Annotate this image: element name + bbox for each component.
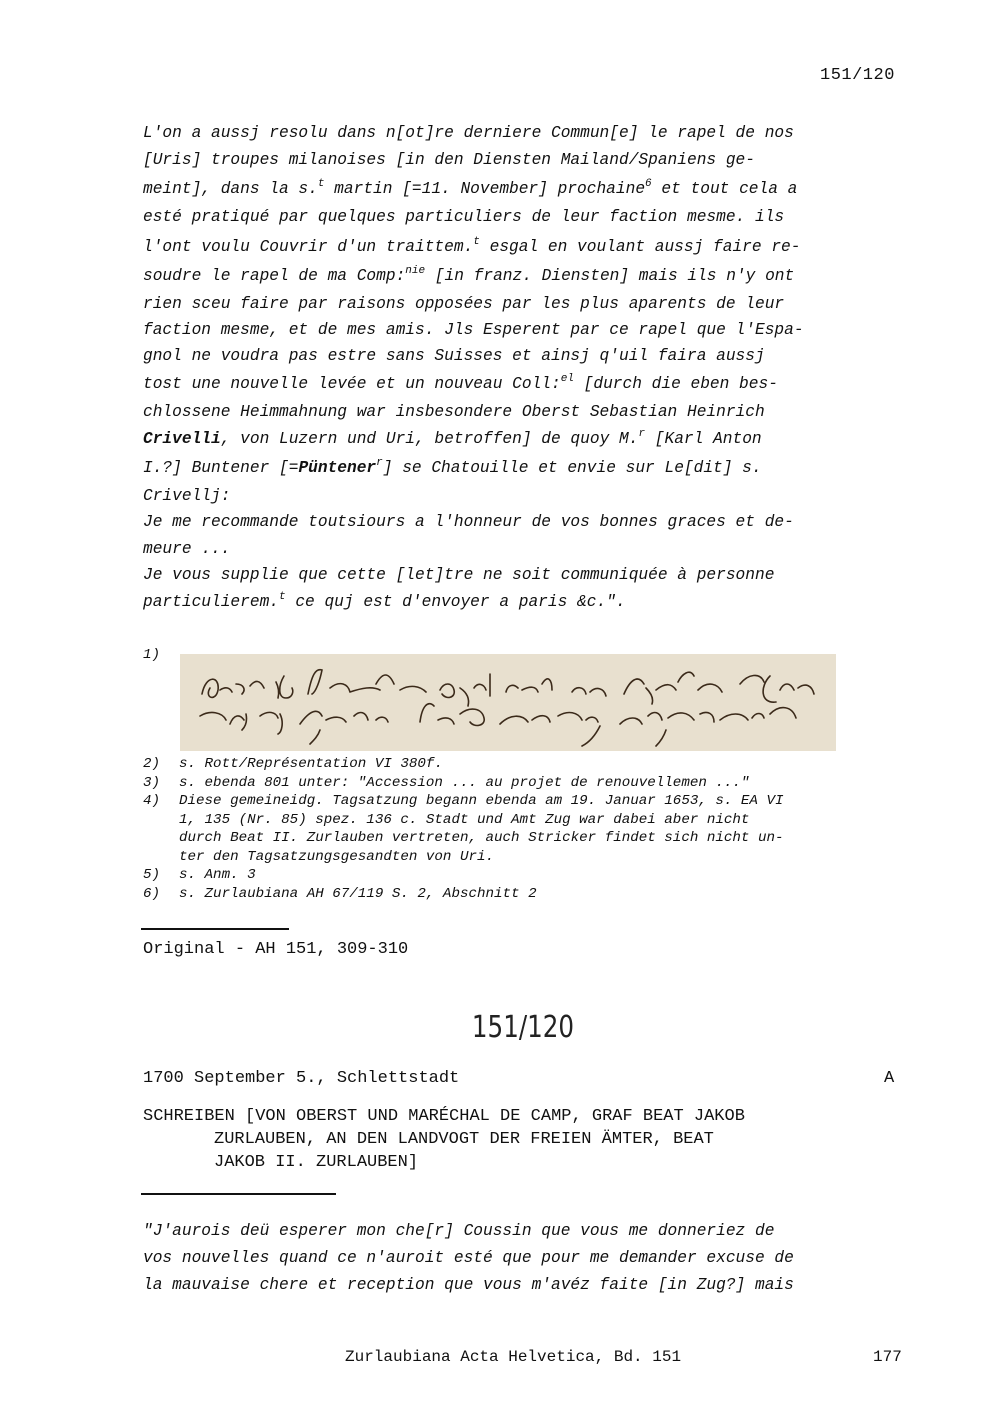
document-heading: 151/120	[471, 1010, 575, 1045]
letter-line	[143, 321, 804, 339]
line-text: [Uris] troupes milanoises [in den Diensten Mailand/Spaniens ge-	[143, 151, 755, 169]
line-text: Crivellj:	[143, 487, 231, 505]
footnote-number: 3)	[143, 774, 161, 791]
line-text: l'ont voulu Couvrir d'un traittem.	[143, 238, 474, 256]
title-line: JAKOB II. ZURLAUBEN]	[214, 1153, 419, 1172]
footnote-line	[143, 793, 784, 809]
letter-line	[143, 375, 778, 393]
new-letter-line: vos nouvelles quand ce n'auroit esté que pour me demander excuse de	[143, 1249, 794, 1267]
line-text: I.?] Buntener [=	[143, 459, 299, 477]
letter-line	[143, 124, 794, 142]
title-divider	[141, 1193, 336, 1195]
line-text: et tout cela a	[651, 180, 798, 198]
date-place: 1700 September 5., Schlettstadt	[143, 1069, 460, 1088]
footnote-ref: 6	[645, 178, 652, 190]
line-text: ] se Chatouille et envie sur Le[dit] s.	[382, 459, 762, 477]
line-text: , von Luzern und Uri, betroffen] de quoy M.	[220, 430, 639, 448]
superscript: t	[317, 178, 325, 190]
source-note: Original - AH 151, 309-310	[143, 940, 409, 959]
footnote-number: 4)	[143, 793, 161, 809]
footnote-number: 2)	[143, 756, 161, 772]
line-text: esgal en voulant aussj faire re-	[479, 238, 801, 256]
superscript: el	[560, 373, 574, 385]
letter-line	[143, 151, 755, 169]
line-text: faction mesme, et de mes amis. Jls Esperent par ce rapel que l'Espa-	[143, 321, 804, 339]
line-text: L'on a aussj resolu dans n[ot]re derniere Commun[e] le rapel de nos	[143, 124, 794, 142]
footnote-line	[179, 849, 494, 865]
footnote-text: durch Beat II. Zurlauben vertreten, auch Stricker findet sich nicht un-	[179, 830, 784, 846]
footnote-text: s. ebenda 801 unter: "Accession ... au projet de renouvellemen ..."	[179, 774, 750, 791]
title-line: SCHREIBEN [VON OBERST UND MARÉCHAL DE CAMP, GRAF BEAT JAKOB	[143, 1107, 745, 1126]
line-text: Je vous supplie que cette [let]tre ne soit communiquée à personne	[143, 566, 775, 584]
page-number-top: 151/120	[820, 66, 895, 85]
letter-line	[143, 540, 230, 558]
superscript: r	[638, 428, 646, 440]
footnote-text: s. Zurlaubiana AH 67/119 S. 2, Abschnitt 2	[179, 885, 537, 902]
line-text: esté pratiqué par quelques particuliers de leur faction mesme. ils	[143, 208, 785, 226]
line-text: [Karl Anton	[645, 430, 762, 448]
line-text: meure ...	[143, 540, 231, 558]
footnote-line	[179, 812, 749, 828]
handwriting-scan-icon	[180, 654, 836, 751]
new-letter-line: la mauvaise chere et reception que vous m'avéz faite [in Zug?] mais	[143, 1276, 794, 1294]
footnote-text: s. Anm. 3	[179, 867, 256, 883]
line-text: Je me recommande toutsiours a l'honneur de vos bonnes graces et de-	[143, 513, 794, 531]
letter-line	[143, 347, 765, 365]
line-text: rien sceu faire par raisons opposées par les plus aparents de leur	[143, 295, 785, 313]
superscript: r	[376, 457, 383, 469]
line-text: [durch die eben bes-	[573, 375, 778, 393]
letter-line	[143, 566, 774, 584]
letter-line	[143, 238, 800, 256]
superscript: t	[279, 591, 286, 603]
line-text: soudre le rapel de ma Comp:	[143, 267, 406, 285]
line-text: ce quj est d'envoyer a paris &c.".	[285, 593, 626, 611]
footnote-line	[143, 886, 537, 902]
letter-line	[143, 208, 784, 226]
footnote-1-label: 1)	[143, 647, 161, 663]
footnote-number: 6)	[143, 885, 161, 902]
letter-line	[143, 430, 762, 448]
footer-title: Zurlaubiana Acta Helvetica, Bd. 151	[345, 1348, 682, 1366]
line-text: chlossene Heimmahnung war insbesondere Oberst Sebastian Heinrich	[143, 403, 765, 421]
title-line: ZURLAUBEN, AN DEN LANDVOGT DER FREIEN ÄMTER, BEAT	[214, 1130, 714, 1149]
footnote-line	[143, 775, 749, 791]
handwriting-image	[180, 654, 836, 751]
footnote-text: 1, 135 (Nr. 85) spez. 136 c. Stadt und Amt Zug war dabei aber nicht	[179, 811, 750, 828]
superscript: nie	[405, 265, 426, 277]
line-text: [in franz. Diensten] mais ils n'y ont	[425, 267, 795, 285]
line-text: martin [=11. November] prochaine	[324, 180, 646, 198]
line-text: particulierem.	[143, 593, 279, 611]
document-type-letter: A	[884, 1069, 895, 1088]
letter-line	[143, 403, 765, 421]
footnote-text: Diese gemeineidg. Tagsatzung begann ebenda am 19. Januar 1653, s. EA VI	[179, 793, 784, 809]
letter-line	[143, 295, 784, 313]
line-text: gnol ne voudra pas estre sans Suisses et ainsj q'uil faira aussj	[143, 347, 765, 365]
footer-page-number: 177	[873, 1348, 902, 1366]
letter-line	[143, 513, 794, 531]
new-letter-line: "J'aurois deü esperer mon che[r] Coussin que vous me donneriez de	[143, 1222, 775, 1240]
emphasized-name: Crivelli	[143, 430, 221, 448]
footnote-number: 5)	[143, 867, 161, 883]
line-text: meint], dans la s.	[143, 180, 318, 198]
footnote-text: ter den Tagsatzungsgesandten von Uri.	[179, 848, 495, 865]
letter-line	[143, 459, 762, 477]
footnote-divider	[141, 928, 289, 930]
emphasized-name: Püntener	[298, 459, 377, 477]
footnote-line	[179, 830, 784, 846]
letter-line	[143, 180, 797, 198]
footnote-line	[143, 867, 256, 883]
footnote-text: s. Rott/Représentation VI 380f.	[179, 756, 443, 772]
line-text: tost une nouvelle levée et un nouveau Coll:	[143, 375, 561, 393]
letter-line	[143, 487, 230, 505]
superscript: t	[473, 236, 480, 248]
letter-line	[143, 267, 794, 285]
footnote-line	[143, 756, 443, 772]
letter-line	[143, 593, 626, 611]
